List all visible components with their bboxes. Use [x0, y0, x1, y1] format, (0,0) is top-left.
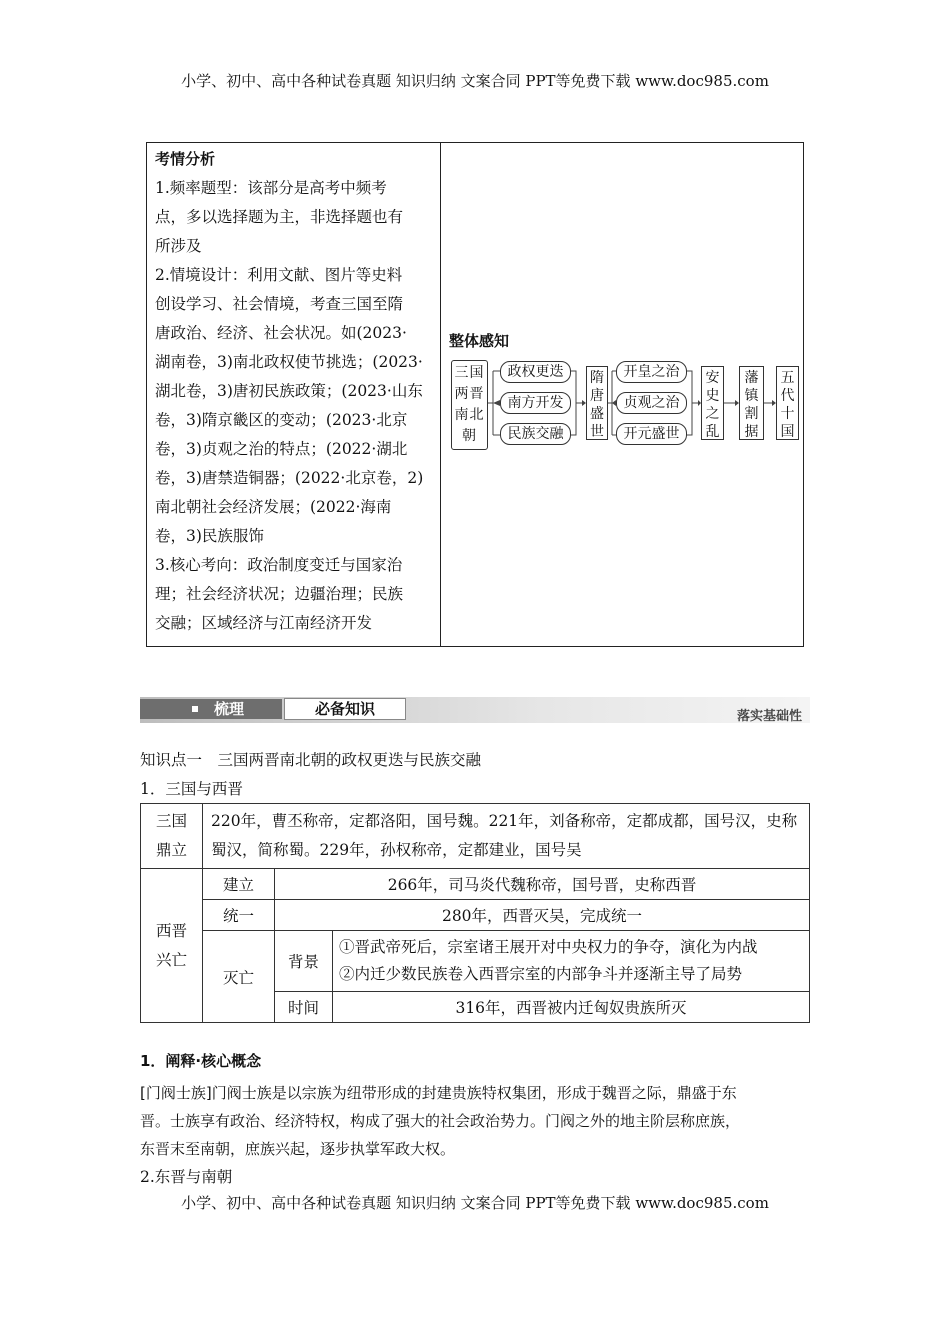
- analysis-line: 3.核心考向：政治制度变迁与国家治: [155, 556, 403, 574]
- banner-left-label: 梳理: [214, 700, 245, 718]
- analysis-line: 湖南卷，3)南北政权使节挑选；(2023·: [155, 353, 423, 371]
- cell-content: 316年，西晋被内迁匈奴贵族所灭: [333, 992, 810, 1023]
- flow-item: 贞观之治: [616, 392, 687, 414]
- flow-node-fanzhen: [739, 366, 764, 440]
- square-icon: [192, 706, 198, 712]
- banner-left: [140, 699, 282, 719]
- flow-node-label: 安史之乱: [705, 370, 720, 440]
- concept-line: 晋。士族享有政治、经济特权，构成了强大的社会政治势力。门阀之外的地主阶层称庶族，: [140, 1112, 741, 1130]
- sub2-title: 2.东晋与南朝: [140, 1168, 233, 1186]
- kp1-title: 知识点一 三国两晋南北朝的政权更迭与民族交融: [140, 751, 482, 769]
- table-row: [141, 900, 810, 931]
- banner-right: 落实基础性: [736, 709, 802, 724]
- analysis-line: 湖北卷，3)唐初民族政策；(2023·山东: [155, 382, 423, 400]
- row-label-text: 三国鼎立: [155, 812, 187, 859]
- sub1-title: 1．三国与西晋: [140, 780, 243, 798]
- flow-mid-label: 隋唐盛世: [590, 370, 604, 440]
- flow-node-anshi: [701, 366, 724, 440]
- row-label-text: 西晋兴亡: [155, 921, 187, 969]
- flow-start: [451, 360, 488, 450]
- cell-label: 背景: [275, 931, 333, 992]
- table-row: [141, 931, 810, 992]
- row-label: [141, 869, 203, 1023]
- row-content: 220年，曹丕称帝，定都洛阳，国号魏。221年，刘备称帝，定都成都，国号汉，史称蜀汉，简称蜀。229年，孙权称帝，定都建业，国号吴: [203, 804, 810, 869]
- bg-item: ②内迁少数民族卷入西晋宗室的内部争斗并逐渐主导了局势: [339, 965, 743, 983]
- cell-content: 266年，司马炎代魏称帝，国号晋，史称西晋: [275, 869, 810, 900]
- bg-item: ①晋武帝死后，宗室诸王展开对中央权力的争夺，演化为内战: [339, 938, 758, 956]
- concept-line: [门阀士族]门阀士族是以宗族为纽带形成的封建贵族特权集团，形成于魏晋之际，鼎盛于东: [140, 1084, 737, 1102]
- analysis-line: 卷，3)唐禁造铜器；(2022·北京卷，2): [155, 469, 424, 487]
- concept-title: 1．阐释·核心概念: [140, 1052, 262, 1070]
- analysis-line: 2.情境设计：利用文献、图片等史料: [155, 266, 403, 284]
- page-header: 小学、初中、高中各种试卷真题 知识归纳 文案合同 PPT等免费下载 www.doc985.com: [181, 72, 769, 90]
- cell-content: 280年，西晋灭吴，完成统一: [275, 900, 810, 931]
- sanguo-xijin-table: [140, 803, 810, 1023]
- concept-line: 东晋末至南朝，庶族兴起，逐步执掌军政大权。: [140, 1140, 456, 1158]
- overview-title: 整体感知: [449, 332, 510, 350]
- cell-label: 灭亡: [203, 931, 275, 1023]
- cell-label: 统一: [203, 900, 275, 931]
- page-footer: 小学、初中、高中各种试卷真题 知识归纳 文案合同 PPT等免费下载 www.doc985.com: [181, 1194, 769, 1212]
- flow-mid: [586, 366, 608, 440]
- row-label: [141, 804, 203, 869]
- analysis-title: 考情分析: [155, 150, 216, 168]
- analysis-line: 1.频率题型：该部分是高考中频考: [155, 179, 387, 197]
- flow-node-label: 五代十国: [780, 370, 795, 440]
- analysis-line: 卷，3)隋京畿区的变动；(2023·北京: [155, 411, 408, 429]
- section-banner: [140, 697, 810, 723]
- banner-mid: 必备知识: [284, 698, 406, 720]
- flow-node-label: 藩镇割据: [744, 370, 759, 440]
- table-row: [141, 804, 810, 869]
- analysis-line: 卷，3)民族服饰: [155, 527, 264, 545]
- flow-item: 政权更迭: [500, 361, 571, 383]
- cell-label: 时间: [275, 992, 333, 1023]
- analysis-line: 交融；区域经济与江南经济开发: [155, 614, 373, 632]
- flow-item: 南方开发: [500, 392, 571, 414]
- analysis-line: 唐政治、经济、社会状况。如(2023·: [155, 324, 407, 342]
- concept-body: [140, 1079, 820, 1163]
- analysis-line: 创设学习、社会情境，考查三国至隋: [155, 295, 404, 313]
- analysis-line: 理；社会经济状况；边疆治理；民族: [155, 585, 404, 603]
- flow-node-wudai: [776, 366, 799, 440]
- analysis-line: 所涉及: [155, 237, 202, 255]
- cell-content: [333, 931, 810, 992]
- analysis-line: 南北朝社会经济发展；(2022·海南: [155, 498, 392, 516]
- table-row: [141, 869, 810, 900]
- cell-label: 建立: [203, 869, 275, 900]
- flow-item: 开元盛世: [616, 423, 687, 445]
- flow-item: 开皇之治: [616, 361, 687, 383]
- analysis-line: 卷，3)贞观之治的特点；(2022·湖北: [155, 440, 408, 458]
- flow-start-label: 三国两晋南北朝: [454, 365, 485, 444]
- flow-item: 民族交融: [500, 423, 571, 445]
- analysis-line: 点，多以选择题为主，非选择题也有: [155, 208, 404, 226]
